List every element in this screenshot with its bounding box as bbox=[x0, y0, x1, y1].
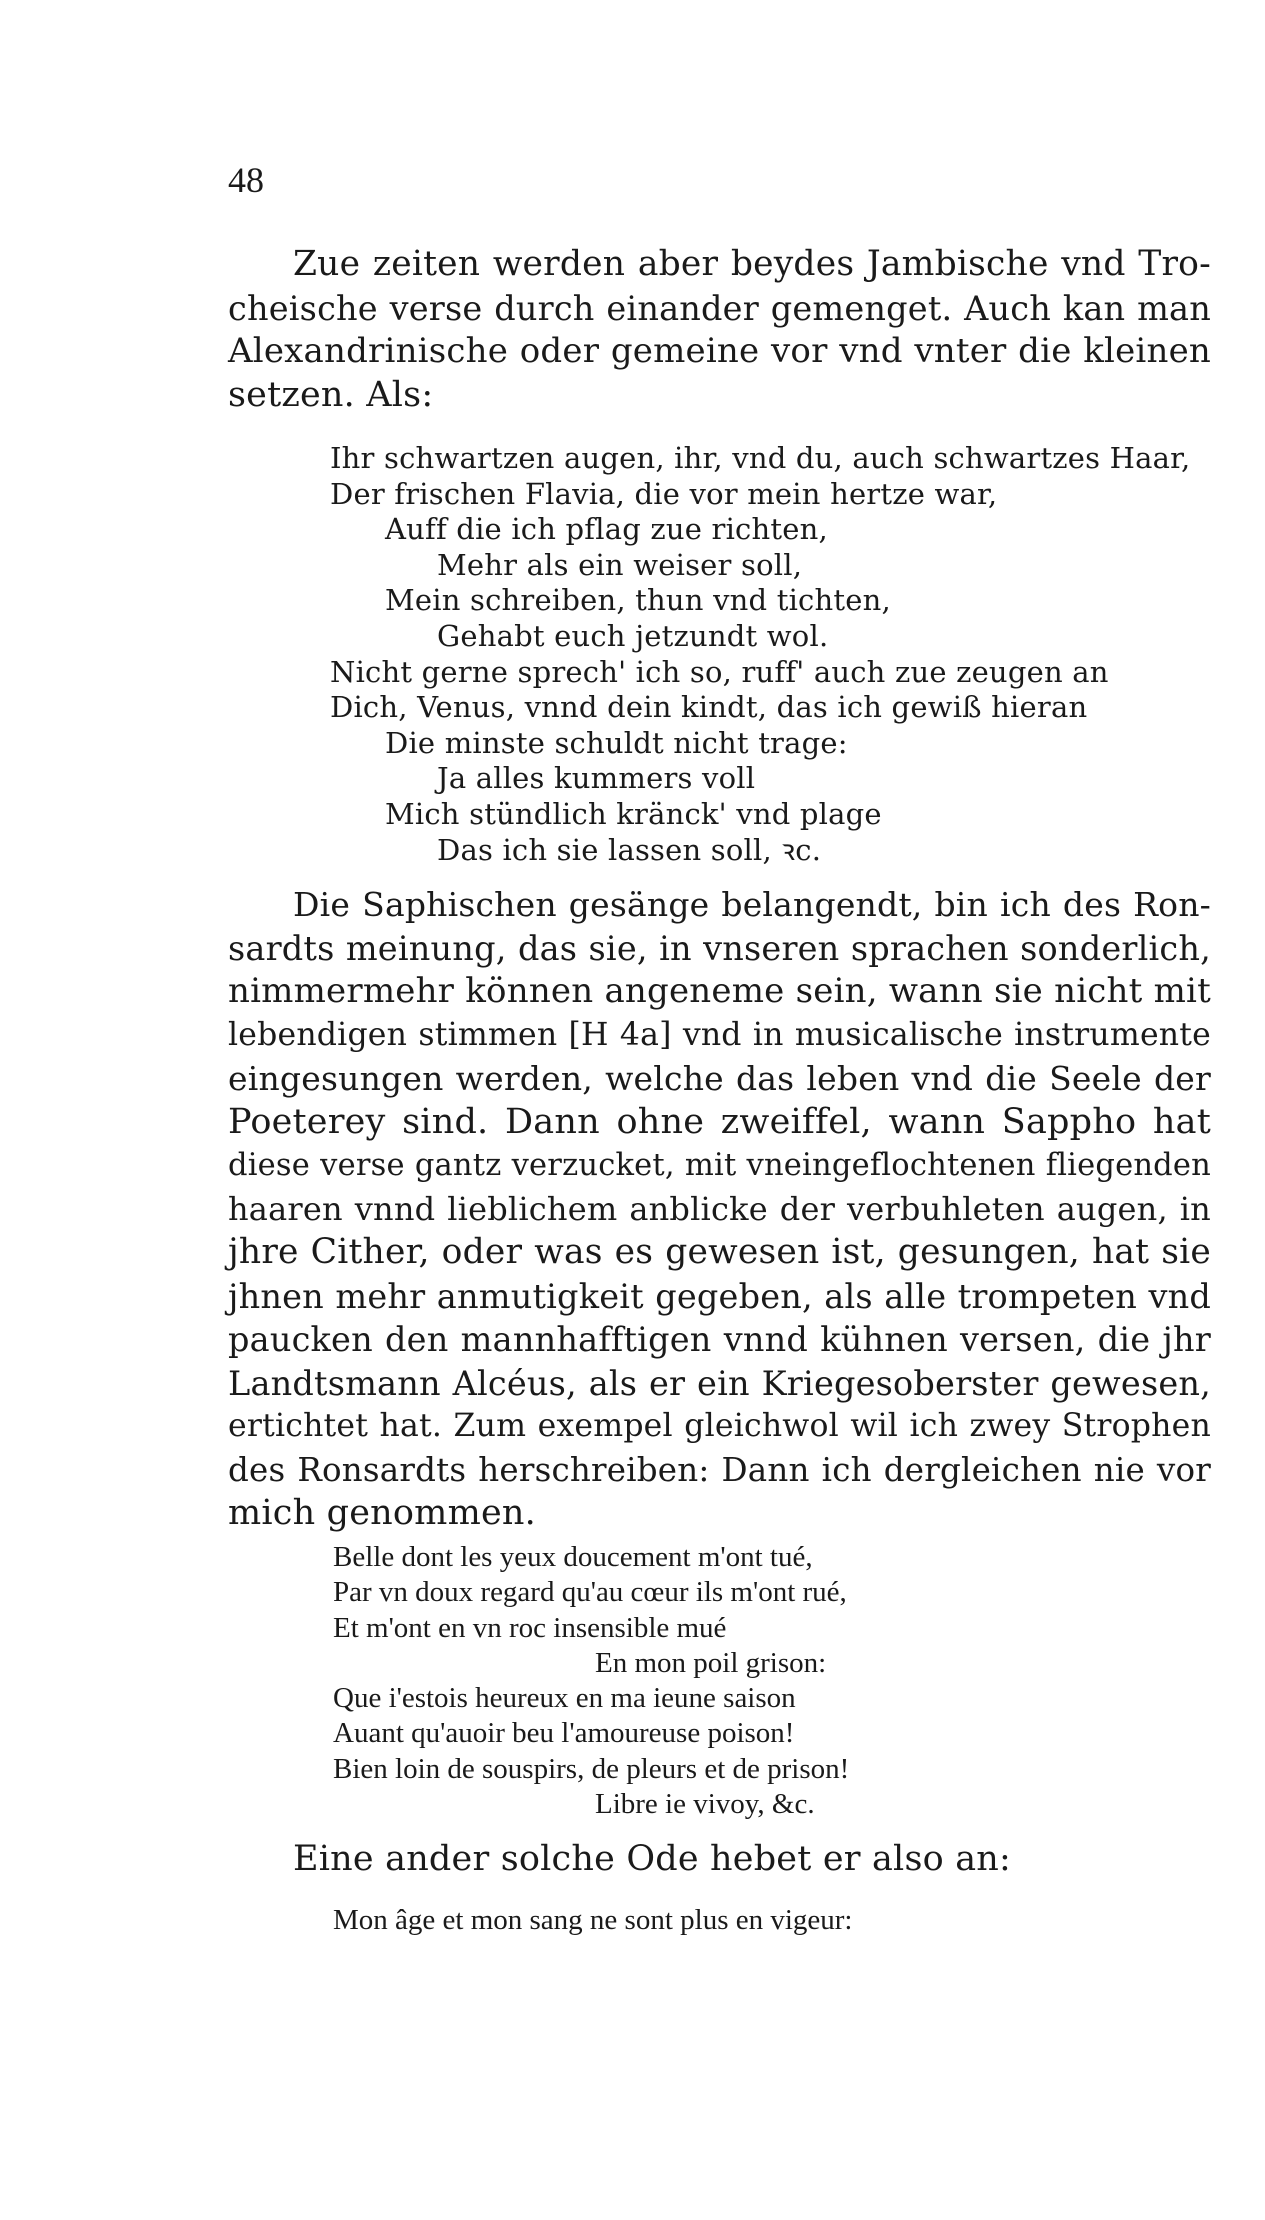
text-line: cheische verse durch einander gemenget. Auch kan man bbox=[228, 288, 1211, 328]
verse-line: Auant qu'auoir beu l'amoureuse poison! bbox=[333, 1717, 795, 1750]
paragraph-alexandrine-intro bbox=[228, 243, 1211, 417]
text-line: haaren vnnd lieblichem anblicke der verbuhleten augen, in bbox=[228, 1189, 1211, 1228]
text-line: jhnen mehr anmutigkeit gegeben, als alle trompeten vnd bbox=[228, 1276, 1211, 1316]
text-line: Die Saphischen gesänge belangendt, bin ich des Ron- bbox=[293, 885, 1211, 924]
verse-line: Dich, Venus, vnnd dein kindt, das ich gewiß hieran bbox=[330, 690, 1088, 725]
verse-line: Ja alles kummers voll bbox=[437, 761, 756, 796]
text-line: lebendigen stimmen [H 4a] vnd in musicalische instrumente bbox=[228, 1016, 1211, 1053]
text-line: setzen. Als: bbox=[228, 374, 434, 415]
french-verse-line-ode bbox=[333, 1903, 1223, 1938]
text-line: Eine ander solche Ode hebet er also an: bbox=[293, 1839, 1012, 1879]
verse-line: Mon âge et mon sang ne sont plus en vigeur: bbox=[333, 1904, 853, 1936]
text-line: Landtsmann Alcéus, als er ein Kriegesoberster gewesen, bbox=[228, 1363, 1211, 1403]
verse-line: Libre ie vivoy, &c. bbox=[595, 1788, 815, 1821]
text-line: des Ronsardts herschreiben: Dann ich dergleichen nie vor bbox=[228, 1450, 1211, 1489]
verse-line: Belle dont les yeux doucement m'ont tué, bbox=[333, 1541, 813, 1573]
text-line: eingesungen werden, welche das leben vnd die Seele der bbox=[228, 1059, 1211, 1098]
verse-line: Das ich sie lassen soll, ꝛc. bbox=[437, 832, 822, 867]
text-line: mich genommen. bbox=[228, 1493, 536, 1533]
paragraph-ode-intro bbox=[228, 1838, 1211, 1882]
verse-line: Ihr schwartzen augen, ihr, vnd du, auch schwartzes Haar, bbox=[330, 441, 1191, 475]
verse-line: Mich stündlich kränck' vnd plage bbox=[385, 796, 882, 831]
verse-line: En mon poil grison: bbox=[595, 1646, 827, 1679]
verse-line: Par vn doux regard qu'au cœur ils m'ont rué, bbox=[333, 1576, 847, 1609]
german-verse-block bbox=[330, 441, 1220, 868]
verse-line: Nicht gerne sprech' ich so, ruff' auch zue zeugen an bbox=[330, 654, 1109, 689]
text-line: diese verse gantz verzucket, mit vneingeflochtenen fliegenden bbox=[228, 1148, 1211, 1183]
verse-line: Die minste schuldt nicht trage: bbox=[385, 725, 848, 760]
text-line: nimmermehr können angeneme sein, wann sie nicht mit bbox=[228, 971, 1211, 1011]
text-line: jhre Cither, oder was es gewesen ist, gesungen, hat sie bbox=[228, 1232, 1211, 1272]
verse-line: Que i'estois heureux en ma ieune saison bbox=[333, 1682, 796, 1715]
verse-line: Et m'ont en vn roc insensible mué bbox=[333, 1611, 727, 1644]
verse-line: Mehr als ein weiser soll, bbox=[437, 547, 803, 582]
french-verse-block bbox=[333, 1540, 1223, 1822]
text-line: paucken den mannhafftigen vnnd kühnen versen, die jhr bbox=[228, 1320, 1211, 1359]
verse-line: Auff die ich pflag zue richten, bbox=[385, 512, 828, 547]
verse-line: Mein schreiben, thun vnd tichten, bbox=[385, 583, 891, 618]
text-line: sardts meinung, das sie, in vnseren sprachen sonderlich, bbox=[228, 928, 1211, 968]
verse-line: Gehabt euch jetzundt wol. bbox=[437, 618, 829, 653]
text-line: Zue zeiten werden aber beydes Jambische vnd Tro- bbox=[293, 244, 1211, 284]
verse-line: Der frischen Flavia, die vor mein hertze war, bbox=[330, 476, 998, 511]
paragraph-sapphic-songs bbox=[228, 883, 1211, 1536]
page-number: 48 bbox=[228, 160, 264, 200]
text-line: Alexandrinische oder gemeine vor vnd vnter die kleinen bbox=[228, 331, 1211, 371]
text-line: ertichtet hat. Zum exempel gleichwol wil ich zwey Strophen bbox=[228, 1408, 1211, 1444]
verse-line: Bien loin de souspirs, de pleurs et de prison! bbox=[333, 1752, 850, 1785]
text-line: Poeterey sind. Dann ohne zweiffel, wann Sappho hat bbox=[228, 1101, 1211, 1142]
